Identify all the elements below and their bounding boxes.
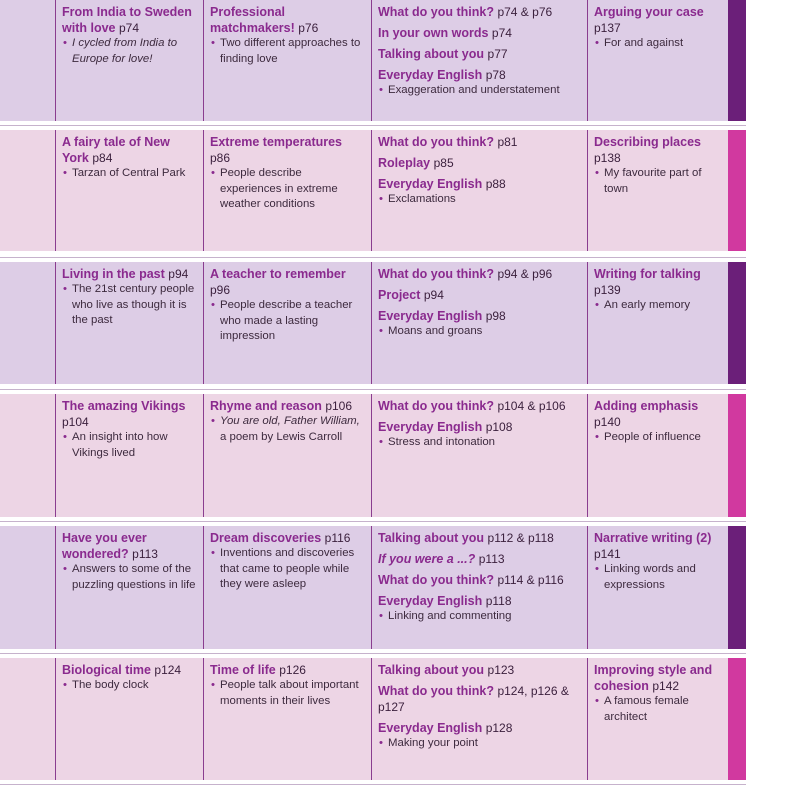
bullet-list — [594, 430, 722, 446]
table-cell — [56, 394, 204, 517]
section-heading — [378, 266, 581, 282]
row-stripe — [728, 394, 746, 517]
page-ref: p126 — [279, 663, 306, 677]
bullet-list — [210, 546, 365, 593]
page-ref: p113 — [478, 552, 505, 566]
heading-title: Talking about you — [378, 47, 485, 61]
bullet-item — [62, 562, 197, 593]
page-ref: p81 — [497, 135, 518, 149]
section-heading — [594, 530, 722, 562]
bullet-item — [210, 546, 365, 593]
table-cell — [588, 262, 728, 384]
heading-title: Everyday English — [378, 177, 483, 191]
bullet-list — [210, 36, 365, 67]
bullet-item — [594, 36, 722, 52]
page-ref: p124, p126 & p127 — [378, 684, 569, 714]
heading-title: Roleplay — [378, 156, 431, 170]
section-heading — [378, 572, 581, 588]
bullet-list — [62, 282, 197, 329]
row-separator — [0, 784, 746, 785]
heading-title: Extreme temperatures — [210, 135, 343, 149]
section-heading — [378, 4, 581, 20]
bullet-list — [62, 166, 197, 182]
table-row — [0, 0, 746, 121]
page-ref: p128 — [485, 721, 513, 735]
section-heading — [210, 662, 365, 678]
bullet-extra: a poem by Lewis Carroll — [220, 430, 343, 443]
heading-title: In your own words — [378, 26, 489, 40]
table-cell — [56, 658, 204, 780]
bullet-list — [378, 83, 581, 99]
bullet-item — [594, 166, 722, 197]
section-heading — [378, 287, 581, 303]
bullet-text: Answers to some of the puzzling questions in life — [72, 563, 196, 591]
bullet-item — [378, 435, 581, 451]
table-cell — [372, 262, 588, 384]
section-heading — [378, 46, 581, 62]
page-ref: p116 — [324, 531, 351, 545]
section-heading — [378, 155, 581, 171]
heading-title: What do you think? — [378, 684, 494, 698]
bullet-text: The 21st century people who live as though it is the past — [72, 283, 195, 326]
table-cell — [56, 262, 204, 384]
page-ref: p137 — [594, 21, 621, 35]
page-ref: p140 — [594, 415, 621, 429]
section-heading — [378, 134, 581, 150]
section-heading — [62, 134, 197, 166]
section-heading — [378, 551, 581, 567]
bullet-text: People talk about important moments in their lives — [220, 679, 359, 707]
page-ref: p138 — [594, 151, 621, 165]
page-ref: p94 & p96 — [497, 267, 553, 281]
heading-title: Writing for talking — [594, 267, 701, 281]
bullet-list — [594, 562, 722, 593]
heading-title: Rhyme and reason — [210, 399, 322, 413]
table-cell — [588, 0, 728, 121]
section-heading — [378, 25, 581, 41]
bullet-text: Two different approaches to finding love — [220, 37, 361, 65]
table-cell — [372, 526, 588, 649]
section-heading — [378, 398, 581, 414]
blank-cell — [0, 262, 56, 384]
bullet-item — [210, 298, 365, 345]
table-cell — [372, 0, 588, 121]
page-ref: p94 — [168, 267, 189, 281]
page-ref: p106 — [325, 399, 353, 413]
bullet-item — [210, 36, 365, 67]
table-cell — [588, 130, 728, 251]
page-ref: p104 — [62, 415, 89, 429]
bullet-list — [594, 694, 722, 725]
page-ref: p104 & p106 — [497, 399, 566, 413]
bullet-list — [378, 324, 581, 340]
heading-title: Have you ever wondered? — [62, 531, 147, 561]
page-ref: p76 — [298, 21, 319, 35]
heading-title: Everyday English — [378, 309, 483, 323]
heading-title: What do you think? — [378, 135, 494, 149]
page-ref: p142 — [652, 679, 680, 693]
section-heading — [62, 530, 197, 562]
page-ref: p78 — [485, 68, 506, 82]
bullet-text: Inventions and discoveries that came to people while they were asleep — [220, 547, 355, 590]
bullet-text: The body clock — [72, 679, 149, 691]
page-ref: p85 — [433, 156, 454, 170]
heading-title: Narrative writing (2) — [594, 531, 712, 545]
heading-title: Dream discoveries — [210, 531, 322, 545]
heading-title: Talking about you — [378, 531, 485, 545]
bullet-item — [378, 736, 581, 752]
heading-title: From India to Sweden with love — [62, 5, 192, 35]
heading-title: Arguing your case — [594, 5, 704, 19]
bullet-item — [62, 430, 197, 461]
bullet-list — [210, 678, 365, 709]
section-heading — [378, 720, 581, 736]
heading-title: Everyday English — [378, 594, 483, 608]
section-heading — [210, 398, 365, 414]
heading-title: Everyday English — [378, 420, 483, 434]
bullet-list — [62, 678, 197, 694]
table-cell — [588, 658, 728, 780]
page-ref: p108 — [485, 420, 513, 434]
heading-title: The amazing Vikings — [62, 399, 186, 413]
bullet-list — [378, 609, 581, 625]
bullet-item — [594, 694, 722, 725]
page-ref: p77 — [487, 47, 508, 61]
page-ref: p86 — [210, 151, 231, 165]
bullet-text: A famous female architect — [604, 695, 689, 723]
page-ref: p139 — [594, 283, 621, 297]
bullet-text: Linking words and expressions — [604, 563, 696, 591]
table-cell — [588, 526, 728, 649]
bullet-item — [62, 36, 197, 67]
bullet-text: Exclamations — [388, 193, 456, 205]
table-row — [0, 130, 746, 251]
blank-cell — [0, 0, 56, 121]
bullet-item — [378, 83, 581, 99]
bullet-list — [62, 430, 197, 461]
bullet-text: You are old, Father William, — [220, 415, 360, 427]
heading-title: Time of life — [210, 663, 276, 677]
section-heading — [62, 4, 197, 36]
row-separator — [0, 653, 746, 654]
bullet-text: Linking and commenting — [388, 610, 512, 622]
page-ref: p98 — [485, 309, 506, 323]
section-heading — [594, 134, 722, 166]
row-separator — [0, 125, 746, 126]
bullet-text: People describe a teacher who made a lasting impression — [220, 299, 353, 342]
bullet-list — [378, 192, 581, 208]
section-heading — [594, 398, 722, 430]
page-ref: p96 — [210, 283, 231, 297]
section-heading — [378, 683, 581, 715]
bullet-list — [594, 36, 722, 52]
table-cell — [588, 394, 728, 517]
bullet-text: I cycled from India to Europe for love! — [72, 37, 178, 65]
heading-title: Adding emphasis — [594, 399, 699, 413]
table-cell — [204, 0, 372, 121]
page-ref: p84 — [92, 151, 113, 165]
row-stripe — [728, 658, 746, 780]
bullet-text: Making your point — [388, 737, 478, 749]
page-ref: p123 — [487, 663, 515, 677]
bullet-item — [594, 562, 722, 593]
bullet-text: Exaggeration and understatement — [388, 84, 560, 96]
bullet-list — [594, 166, 722, 197]
heading-title: Living in the past — [62, 267, 165, 281]
bullet-list — [378, 435, 581, 451]
row-separator — [0, 257, 746, 258]
bullet-item — [210, 678, 365, 709]
heading-title: What do you think? — [378, 267, 494, 281]
page-ref: p114 & p116 — [497, 573, 564, 587]
bullet-list — [594, 298, 722, 314]
table-cell — [372, 394, 588, 517]
row-separator — [0, 389, 746, 390]
section-heading — [378, 176, 581, 192]
table-cell — [204, 658, 372, 780]
table-row — [0, 262, 746, 384]
bullet-text: People of influence — [604, 431, 701, 443]
bullet-text: Moans and groans — [388, 325, 483, 337]
heading-title: If you were a ...? — [378, 552, 476, 566]
row-stripe — [728, 130, 746, 251]
section-heading — [378, 308, 581, 324]
section-heading — [378, 419, 581, 435]
page-ref: p74 — [491, 26, 512, 40]
bullet-item — [594, 298, 722, 314]
bullet-text: People describe experiences in extreme weather conditions — [220, 167, 338, 210]
table-cell — [204, 526, 372, 649]
bullet-text: An insight into how Vikings lived — [72, 431, 168, 459]
bullet-item — [378, 324, 581, 340]
heading-title: Project — [378, 288, 421, 302]
section-heading — [62, 398, 197, 430]
page-ref: p112 & p118 — [487, 531, 554, 545]
row-stripe — [728, 526, 746, 649]
table-row — [0, 394, 746, 517]
bullet-item — [210, 414, 365, 445]
section-heading — [210, 266, 365, 298]
heading-title: What do you think? — [378, 399, 494, 413]
page-ref: p94 — [423, 288, 444, 302]
blank-cell — [0, 130, 56, 251]
bullet-text: My favourite part of town — [604, 167, 702, 195]
section-heading — [62, 662, 197, 678]
bullet-item — [378, 609, 581, 625]
section-heading — [378, 530, 581, 546]
heading-title: Biological time — [62, 663, 151, 677]
bullet-list — [378, 736, 581, 752]
bullet-list — [210, 298, 365, 345]
bullet-text: An early memory — [604, 299, 691, 311]
bullet-list — [210, 166, 365, 213]
bullet-list — [62, 36, 197, 67]
heading-title: A teacher to remember — [210, 267, 346, 281]
section-heading — [62, 266, 197, 282]
table-row — [0, 658, 746, 780]
bullet-item — [62, 678, 197, 694]
bullet-item — [210, 166, 365, 213]
bullet-item — [62, 166, 197, 182]
page-ref: p113 — [132, 547, 158, 561]
section-heading — [210, 134, 365, 166]
bullet-item — [594, 430, 722, 446]
heading-title: Improving style and cohesion — [594, 663, 713, 693]
heading-title: What do you think? — [378, 573, 494, 587]
blank-cell — [0, 526, 56, 649]
page-ref: p141 — [594, 547, 621, 561]
section-heading — [210, 4, 365, 36]
bullet-text: Tarzan of Central Park — [72, 167, 186, 179]
section-heading — [594, 4, 722, 36]
row-separator — [0, 521, 746, 522]
table-cell — [204, 394, 372, 517]
bullet-list — [210, 414, 365, 445]
section-heading — [594, 662, 722, 694]
heading-title: Talking about you — [378, 663, 485, 677]
section-heading — [210, 530, 365, 546]
bullet-text: Stress and intonation — [388, 436, 496, 448]
blank-cell — [0, 394, 56, 517]
heading-title: Everyday English — [378, 721, 483, 735]
table-cell — [372, 130, 588, 251]
section-heading — [594, 266, 722, 298]
table-cell — [56, 0, 204, 121]
row-stripe — [728, 0, 746, 121]
heading-title: Professional matchmakers! — [210, 5, 295, 35]
page-ref: p124 — [154, 663, 182, 677]
page-ref: p74 & p76 — [497, 5, 553, 19]
heading-title: Everyday English — [378, 68, 483, 82]
table-cell — [56, 526, 204, 649]
heading-title: Describing places — [594, 135, 701, 149]
section-heading — [378, 662, 581, 678]
heading-title: A fairy tale of New York — [62, 135, 170, 165]
bullet-item — [62, 282, 197, 329]
section-heading — [378, 67, 581, 83]
bullet-list — [62, 562, 197, 593]
blank-cell — [0, 658, 56, 780]
heading-title: What do you think? — [378, 5, 494, 19]
table-cell — [372, 658, 588, 780]
bullet-item — [378, 192, 581, 208]
page-ref: p74 — [118, 21, 139, 35]
table-row — [0, 526, 746, 649]
page-ref: p88 — [485, 177, 506, 191]
bullet-text: For and against — [604, 37, 684, 49]
row-stripe — [728, 262, 746, 384]
table-cell — [56, 130, 204, 251]
table-cell — [204, 130, 372, 251]
page-ref: p118 — [485, 594, 512, 608]
section-heading — [378, 593, 581, 609]
table-cell — [204, 262, 372, 384]
